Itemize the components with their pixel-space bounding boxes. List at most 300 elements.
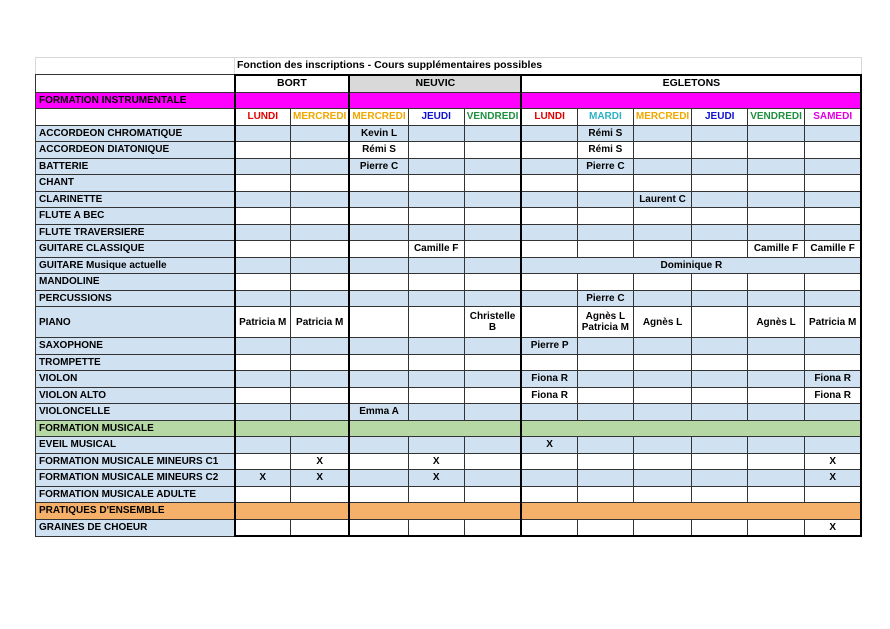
schedule-cell: Pierre C (577, 290, 633, 307)
day-header: VENDREDI (748, 109, 805, 126)
schedule-cell (464, 191, 521, 208)
instrument-name: FORMATION MUSICALE MINEURS C1 (36, 453, 235, 470)
schedule-cell (464, 371, 521, 388)
schedule-cell: Rémi S (349, 142, 408, 159)
table-row (36, 142, 862, 159)
schedule-cell: Patricia M (291, 307, 350, 338)
instrument-name: BATTERIE (36, 158, 235, 175)
section-fill (521, 503, 861, 520)
schedule-cell: Camille F (748, 241, 805, 258)
schedule-cell (633, 519, 691, 536)
schedule-cell (464, 274, 521, 291)
schedule-cell (349, 175, 408, 192)
schedule-cell (692, 158, 748, 175)
schedule-cell (464, 437, 521, 454)
schedule-cell (408, 274, 464, 291)
schedule-cell (748, 158, 805, 175)
instrument-name: GUITARE Musique actuelle (36, 257, 235, 274)
schedule-cell (235, 371, 291, 388)
schedule-cell (521, 175, 577, 192)
schedule-cell (748, 453, 805, 470)
schedule-cell: Agnès L Patricia M (577, 307, 633, 338)
instrument-name: EVEIL MUSICAL (36, 437, 235, 454)
schedule-cell (748, 191, 805, 208)
section-label: FORMATION INSTRUMENTALE (36, 92, 235, 109)
schedule-cell (692, 404, 748, 421)
schedule-cell (633, 371, 691, 388)
section-fill (235, 92, 350, 109)
schedule-cell (692, 387, 748, 404)
instrument-name: PIANO (36, 307, 235, 338)
schedule-cell (291, 241, 350, 258)
schedule-cell (349, 307, 408, 338)
schedule-cell (521, 290, 577, 307)
table-row (36, 486, 862, 503)
schedule-cell (748, 274, 805, 291)
schedule-cell (349, 371, 408, 388)
schedule-cell: Kevin L (349, 125, 408, 142)
schedule-cell (349, 274, 408, 291)
schedule-cell (408, 387, 464, 404)
schedule-cell (464, 158, 521, 175)
schedule-cell (464, 519, 521, 536)
schedule-cell (408, 404, 464, 421)
schedule-cell (464, 257, 521, 274)
schedule-cell (521, 453, 577, 470)
table-row (36, 274, 862, 291)
days-row-blank (36, 109, 235, 126)
schedule-cell (235, 354, 291, 371)
schedule-cell: Patricia M (235, 307, 291, 338)
day-header: VENDREDI (464, 109, 521, 126)
schedule-cell: Rémi S (577, 142, 633, 159)
schedule-cell: Fiona R (521, 371, 577, 388)
schedule-cell (748, 371, 805, 388)
schedule-cell: X (804, 453, 861, 470)
table-row (36, 125, 862, 142)
schedule-cell (577, 453, 633, 470)
instrument-name: CHANT (36, 175, 235, 192)
schedule-cell (577, 338, 633, 355)
schedule-cell (349, 486, 408, 503)
schedule-cell (291, 387, 350, 404)
schedule-cell (804, 175, 861, 192)
instrument-name: VIOLON (36, 371, 235, 388)
schedule-cell (748, 208, 805, 225)
schedule-cell: X (291, 470, 350, 487)
location-egletons: EGLETONS (521, 75, 861, 93)
schedule-cell (235, 453, 291, 470)
schedule-cell (692, 290, 748, 307)
schedule-cell (633, 338, 691, 355)
schedule-cell (692, 208, 748, 225)
schedule-cell (692, 224, 748, 241)
schedule-cell (349, 387, 408, 404)
schedule-cell (235, 519, 291, 536)
schedule-cell (633, 125, 691, 142)
schedule-cell (235, 290, 291, 307)
schedule-cell (748, 486, 805, 503)
schedule-cell (291, 371, 350, 388)
schedule-cell (577, 387, 633, 404)
schedule-cell (408, 354, 464, 371)
schedule-cell (692, 274, 748, 291)
schedule-cell (633, 158, 691, 175)
schedule-cell (633, 437, 691, 454)
schedule-cell (291, 338, 350, 355)
instrument-name: GUITARE CLASSIQUE (36, 241, 235, 258)
schedule-cell (692, 371, 748, 388)
schedule-cell (521, 191, 577, 208)
schedule-cell (804, 486, 861, 503)
schedule-cell (577, 274, 633, 291)
schedule-cell (408, 257, 464, 274)
schedule-cell: Pierre C (577, 158, 633, 175)
schedule-cell (577, 486, 633, 503)
schedule-cell (235, 257, 291, 274)
schedule-cell (408, 125, 464, 142)
table-row (36, 241, 862, 258)
schedule-cell (633, 387, 691, 404)
location-bort: BORT (235, 75, 350, 93)
schedule-cell (577, 470, 633, 487)
schedule-cell (291, 142, 350, 159)
schedule-cell: Fiona R (521, 387, 577, 404)
schedule-cell (235, 142, 291, 159)
schedule-cell (235, 125, 291, 142)
schedule-cell (464, 404, 521, 421)
schedule-cell (235, 241, 291, 258)
schedule-cell (692, 307, 748, 338)
schedule-cell (349, 453, 408, 470)
instrument-name: MANDOLINE (36, 274, 235, 291)
schedule-cell (349, 191, 408, 208)
schedule-cell (291, 191, 350, 208)
schedule-cell (291, 175, 350, 192)
schedule-cell (464, 453, 521, 470)
schedule-cell (577, 519, 633, 536)
schedule-cell (577, 241, 633, 258)
schedule-cell (521, 125, 577, 142)
schedule-cell-span: Dominique R (521, 257, 861, 274)
location-row (36, 75, 862, 93)
schedule-cell (521, 470, 577, 487)
schedule-cell (633, 453, 691, 470)
schedule-cell (408, 290, 464, 307)
schedule-cell (521, 274, 577, 291)
schedule-cell (408, 519, 464, 536)
table-row (36, 387, 862, 404)
schedule-cell (804, 142, 861, 159)
schedule-cell: Christelle B (464, 307, 521, 338)
day-header: JEUDI (692, 109, 748, 126)
section-label: PRATIQUES D'ENSEMBLE (36, 503, 235, 520)
table-row (36, 191, 862, 208)
schedule-cell (633, 290, 691, 307)
schedule-cell (521, 354, 577, 371)
sheet-title: Fonction des inscriptions - Cours supplémentaires possibles (235, 58, 862, 75)
schedule-cell (521, 404, 577, 421)
schedule-cell: Laurent C (633, 191, 691, 208)
instrument-name: FLUTE A BEC (36, 208, 235, 225)
section-fill (235, 420, 350, 437)
schedule-cell: X (408, 470, 464, 487)
schedule-cell (633, 142, 691, 159)
schedule-cell (804, 274, 861, 291)
schedule-cell (521, 142, 577, 159)
schedule-cell (804, 290, 861, 307)
schedule-cell: Rémi S (577, 125, 633, 142)
schedule-cell (235, 437, 291, 454)
schedule-cell (291, 274, 350, 291)
schedule-cell (804, 208, 861, 225)
schedule-cell (235, 338, 291, 355)
schedule-cell (408, 191, 464, 208)
table-row (36, 290, 862, 307)
schedule-cell (291, 224, 350, 241)
schedule-cell (633, 208, 691, 225)
table-row (36, 354, 862, 371)
schedule-cell (349, 354, 408, 371)
table-row (36, 257, 862, 274)
schedule-cell (692, 354, 748, 371)
schedule-cell (464, 387, 521, 404)
schedule-cell (748, 470, 805, 487)
schedule-cell (408, 224, 464, 241)
schedule-cell (464, 208, 521, 225)
schedule-cell (633, 224, 691, 241)
schedule-cell: Pierre P (521, 338, 577, 355)
schedule-cell (692, 486, 748, 503)
schedule-cell: Pierre C (349, 158, 408, 175)
schedule-cell (408, 371, 464, 388)
schedule-cell (291, 437, 350, 454)
instrument-name: FLUTE TRAVERSIERE (36, 224, 235, 241)
schedule-cell (235, 175, 291, 192)
schedule-cell (291, 519, 350, 536)
table-row (36, 338, 862, 355)
schedule-cell (408, 307, 464, 338)
schedule-cell (408, 437, 464, 454)
schedule-cell: X (408, 453, 464, 470)
schedule-cell (349, 470, 408, 487)
section-fill (349, 92, 521, 109)
schedule-cell (577, 191, 633, 208)
title-row (36, 58, 862, 75)
table-row (36, 224, 862, 241)
schedule-cell (804, 191, 861, 208)
schedule-cell (464, 241, 521, 258)
schedule-cell (804, 158, 861, 175)
schedule-cell (804, 224, 861, 241)
schedule-cell (349, 224, 408, 241)
schedule-cell (577, 175, 633, 192)
schedule-cell (692, 125, 748, 142)
schedule-cell: Camille F (804, 241, 861, 258)
schedule-cell (464, 224, 521, 241)
schedule-cell: Camille F (408, 241, 464, 258)
schedule-cell (577, 404, 633, 421)
instrument-name: VIOLON ALTO (36, 387, 235, 404)
schedule-cell (521, 241, 577, 258)
schedule-cell (633, 354, 691, 371)
table-row (36, 519, 862, 536)
schedule-cell (577, 371, 633, 388)
table-row (36, 371, 862, 388)
section-label: FORMATION MUSICALE (36, 420, 235, 437)
table-row (36, 453, 862, 470)
schedule-cell (692, 470, 748, 487)
schedule-cell (408, 486, 464, 503)
schedule-cell (633, 175, 691, 192)
schedule-cell (521, 307, 577, 338)
location-neuvic: NEUVIC (349, 75, 521, 93)
schedule-cell (291, 354, 350, 371)
schedule-cell (692, 437, 748, 454)
schedule-cell (521, 224, 577, 241)
schedule-cell (692, 519, 748, 536)
schedule-cell (748, 404, 805, 421)
day-header: MERCREDI (291, 109, 350, 126)
schedule-cell (235, 224, 291, 241)
table-row (36, 437, 862, 454)
schedule-cell: Fiona R (804, 387, 861, 404)
schedule-cell (349, 208, 408, 225)
registration-table (35, 57, 862, 537)
schedule-cell (408, 208, 464, 225)
schedule-cell (804, 404, 861, 421)
schedule-cell (748, 125, 805, 142)
day-header: LUNDI (235, 109, 291, 126)
section-fill (521, 92, 861, 109)
schedule-cell (804, 338, 861, 355)
schedule-cell (633, 470, 691, 487)
schedule-cell (291, 257, 350, 274)
schedule-cell: X (521, 437, 577, 454)
schedule-cell (291, 208, 350, 225)
schedule-cell (633, 274, 691, 291)
schedule-cell (748, 519, 805, 536)
schedule-cell (521, 158, 577, 175)
days-row (36, 109, 862, 126)
schedule-cell (521, 519, 577, 536)
schedule-cell (291, 486, 350, 503)
schedule-cell (235, 387, 291, 404)
section-row (36, 92, 862, 109)
schedule-cell (521, 486, 577, 503)
schedule-cell: X (804, 519, 861, 536)
schedule-cell (235, 208, 291, 225)
schedule-cell: Patricia M (804, 307, 861, 338)
instrument-name: VIOLONCELLE (36, 404, 235, 421)
table-row (36, 175, 862, 192)
instrument-name: SAXOPHONE (36, 338, 235, 355)
schedule-cell (464, 338, 521, 355)
schedule-cell (349, 257, 408, 274)
schedule-cell (235, 404, 291, 421)
schedule-cell (464, 142, 521, 159)
schedule-cell (349, 241, 408, 258)
schedule-cell (464, 175, 521, 192)
schedule-cell (408, 142, 464, 159)
schedule-cell: Fiona R (804, 371, 861, 388)
instrument-name: PERCUSSIONS (36, 290, 235, 307)
schedule-cell (748, 338, 805, 355)
instrument-name: ACCORDEON CHROMATIQUE (36, 125, 235, 142)
schedule-cell (291, 158, 350, 175)
schedule-cell (633, 241, 691, 258)
schedule-cell (235, 191, 291, 208)
day-header: MERCREDI (633, 109, 691, 126)
schedule-cell (804, 125, 861, 142)
schedule-cell: Agnès L (748, 307, 805, 338)
day-header: MERCREDI (349, 109, 408, 126)
schedule-cell: Agnès L (633, 307, 691, 338)
schedule-cell (804, 437, 861, 454)
table-row (36, 208, 862, 225)
table-row (36, 307, 862, 338)
schedule-cell (692, 191, 748, 208)
schedule-cell (692, 453, 748, 470)
schedule-cell (464, 470, 521, 487)
instrument-name: CLARINETTE (36, 191, 235, 208)
schedule-cell (408, 338, 464, 355)
table-row (36, 470, 862, 487)
schedule-cell (464, 486, 521, 503)
day-header: JEUDI (408, 109, 464, 126)
schedule-cell (748, 175, 805, 192)
schedule-cell (748, 387, 805, 404)
section-row (36, 503, 862, 520)
schedule-cell (464, 290, 521, 307)
schedule-cell (521, 208, 577, 225)
instrument-name: TROMPETTE (36, 354, 235, 371)
schedule-cell (235, 486, 291, 503)
schedule-cell (748, 290, 805, 307)
schedule-cell (692, 142, 748, 159)
schedule-cell (748, 437, 805, 454)
schedule-cell (349, 437, 408, 454)
schedule-cell (235, 274, 291, 291)
schedule-cell (692, 338, 748, 355)
schedule-cell (748, 142, 805, 159)
schedule-cell (349, 338, 408, 355)
schedule-cell (291, 125, 350, 142)
schedule-cell: X (235, 470, 291, 487)
day-header: MARDI (577, 109, 633, 126)
instrument-name: FORMATION MUSICALE ADULTE (36, 486, 235, 503)
schedule-cell (291, 404, 350, 421)
schedule-cell (577, 208, 633, 225)
schedule-cell (464, 354, 521, 371)
schedule-cell (408, 158, 464, 175)
schedule-cell (633, 404, 691, 421)
section-fill (349, 420, 521, 437)
table-row (36, 158, 862, 175)
day-header: LUNDI (521, 109, 577, 126)
schedule-cell (235, 158, 291, 175)
schedule-cell (748, 354, 805, 371)
schedule-cell (291, 290, 350, 307)
schedule-cell (577, 224, 633, 241)
schedule-cell (408, 175, 464, 192)
section-row (36, 420, 862, 437)
schedule-cell (633, 486, 691, 503)
schedule-cell: Emma A (349, 404, 408, 421)
table-row (36, 404, 862, 421)
instrument-name: GRAINES DE CHOEUR (36, 519, 235, 536)
schedule-cell: X (804, 470, 861, 487)
